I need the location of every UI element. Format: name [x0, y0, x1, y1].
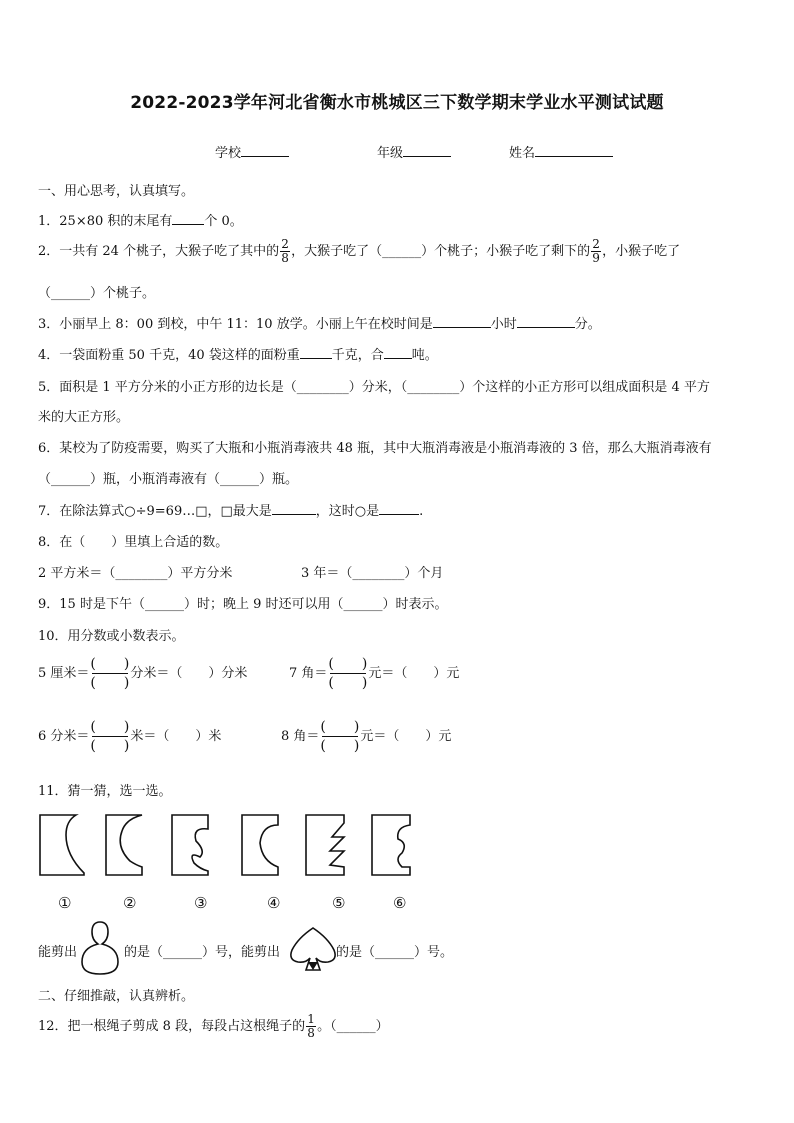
q10-r2r-den[interactable]: ( ) [320, 738, 360, 754]
q1-text-b: 个 0。 [204, 214, 243, 229]
q2-text-d: （______）个桃子。 [38, 286, 156, 301]
q12-frac-den: 8 [307, 1026, 315, 1040]
q10-r2r-num[interactable]: ( ) [320, 719, 360, 735]
q10-row-1-left [38, 655, 247, 692]
q2-text-c: ，小猴子吃了 [602, 244, 681, 259]
q2-text-a: 2．一共有 24 个桃子，大猴子吃了其中的 [38, 244, 280, 259]
label-4: ④ [267, 894, 281, 912]
figure-1 [40, 815, 84, 875]
q10-row-1-right [289, 655, 459, 692]
q10-r1r-fraction [328, 655, 367, 692]
q5-text-a: 5．面积是 1 平方分米的小正方形的边长是（________）分米，（________）个这样的小正方形可以组成面积是 4 平方 [38, 380, 710, 395]
q6-text-b: （______）瓶，小瓶消毒液有（______）瓶。 [38, 472, 299, 487]
q10-r2c: 8 角＝ [281, 729, 320, 744]
q2-frac2-den: 9 [592, 251, 600, 265]
grade-label: 年级 [377, 146, 404, 161]
q10-r1r-num[interactable]: ( ) [328, 656, 368, 672]
q3-text-b: 小时 [490, 317, 517, 332]
q11-text-d: 的是（______）号。 [336, 945, 454, 960]
q10-r1d: 元＝（ ）元 [368, 666, 460, 681]
q7-text-b: ，这时○是 [315, 504, 380, 519]
q10-r1b: 分米＝（ ）分米 [130, 666, 248, 681]
q5-text-b: 米的大正方形。 [38, 410, 130, 425]
school-blank[interactable] [241, 142, 289, 157]
q10-r2-fraction [90, 718, 129, 755]
q7-blank-circle[interactable] [379, 500, 419, 515]
q12-fraction [306, 1013, 316, 1040]
q7-text-c: . [419, 504, 424, 519]
label-5: ⑤ [332, 894, 346, 912]
question-9: 9．15 时是下午（______）时；晚上 9 时还可以用（______）时表示。 [38, 597, 448, 612]
q7-text-a: 7．在除法算式○÷9=69…□，□最大是 [38, 504, 272, 519]
q10-r1r-den[interactable]: ( ) [328, 675, 368, 691]
question-3 [38, 313, 601, 332]
grade-field [377, 142, 451, 161]
q11-text-b: 能剪出 [38, 945, 78, 960]
q10-r2-num[interactable]: ( ) [90, 719, 130, 735]
figure-6 [372, 815, 410, 875]
q8-item-2: 3 年＝（________）个月 [301, 566, 444, 581]
figure-2 [106, 815, 142, 875]
q2-fraction-2 [591, 238, 601, 265]
q10-r1-num[interactable]: ( ) [90, 656, 130, 672]
q3-text-c: 分。 [574, 317, 601, 332]
q1-text-a: 1．25×80 积的末尾有 [38, 214, 173, 229]
figure-3 [172, 815, 208, 875]
school-field [215, 142, 289, 161]
name-field [509, 142, 613, 161]
q10-r2a: 6 分米＝ [38, 729, 90, 744]
school-label: 学校 [215, 146, 242, 161]
q10-row-2-right [281, 718, 451, 755]
question-2 [38, 238, 680, 265]
q2-frac1-num: 2 [281, 237, 289, 251]
label-1: ① [58, 894, 72, 912]
q10-r2b: 米＝（ ）米 [130, 729, 222, 744]
q7-blank-max[interactable] [272, 500, 316, 515]
q6-text-a: 6．某校为了防疫需要，购买了大瓶和小瓶消毒液共 48 瓶，其中大瓶消毒液是小瓶消毒液的 3 倍，那么大瓶消毒液有 [38, 441, 712, 456]
q1-blank[interactable] [172, 210, 204, 225]
q10-text-a: 10．用分数或小数表示。 [38, 629, 185, 644]
grade-blank[interactable] [403, 142, 451, 157]
q3-blank-hours[interactable] [433, 313, 491, 328]
q10-r2-den[interactable]: ( ) [90, 738, 130, 754]
section-2-heading: 二、仔细推敲，认真辨析。 [38, 989, 195, 1004]
q4-blank-ton[interactable] [384, 344, 412, 359]
q10-r2d: 元＝（ ）元 [360, 729, 452, 744]
name-blank[interactable] [535, 142, 613, 157]
question-4 [38, 344, 438, 363]
q4-text-c: 吨。 [411, 348, 438, 363]
q12-frac-num: 1 [307, 1012, 315, 1026]
q10-r1c: 7 角＝ [289, 666, 328, 681]
q11-text-c: 的是（______）号，能剪出 [124, 945, 281, 960]
label-2: ② [123, 894, 137, 912]
label-6: ⑥ [393, 894, 407, 912]
gourd-shape-icon [78, 918, 122, 976]
q12-text-b: 。（______） [317, 1019, 389, 1034]
q4-blank-kg[interactable] [300, 344, 332, 359]
q11-text-a: 11．猜一猜，选一选。 [38, 784, 172, 799]
q2-frac1-den: 8 [281, 251, 289, 265]
q10-r1-den[interactable]: ( ) [90, 675, 130, 691]
q4-text-b: 千克，合 [331, 348, 384, 363]
q3-text-a: 3．小丽早上 8：00 到校，中午 11：10 放学。小丽上午在校时间是 [38, 317, 433, 332]
q8-item-1: 2 平方米＝（________）平方分米 [38, 566, 233, 581]
question-7 [38, 500, 423, 519]
label-3: ③ [194, 894, 208, 912]
figure-4 [242, 815, 278, 875]
q3-blank-minutes[interactable] [517, 313, 575, 328]
q10-r1a: 5 厘米＝ [38, 666, 90, 681]
question-1 [38, 210, 243, 229]
q12-text-a: 12．把一根绳子剪成 8 段，每段占这根绳子的 [38, 1019, 306, 1034]
question-12 [38, 1013, 389, 1040]
q4-text-a: 4．一袋面粉重 50 千克，40 袋这样的面粉重 [38, 348, 300, 363]
figure-5 [306, 815, 344, 875]
q2-text-b: ，大猴子吃了（______）个桃子；小猴子吃了剩下的 [291, 244, 591, 259]
q10-row-2-left [38, 718, 221, 755]
paper-cut-figures [30, 805, 420, 885]
q2-frac2-num: 2 [592, 237, 600, 251]
q10-r2r-fraction [320, 718, 359, 755]
page-title: 2022-2023学年河北省衡水市桃城区三下数学期末学业水平测试试题 [130, 93, 664, 113]
name-label: 姓名 [509, 146, 536, 161]
q2-fraction-1 [280, 238, 290, 265]
q8-text-a: 8．在（ ）里填上合适的数。 [38, 535, 229, 550]
spade-shape-icon [288, 926, 338, 972]
q10-r1-fraction [90, 655, 129, 692]
section-1-heading: 一、用心思考，认真填写。 [38, 184, 195, 199]
